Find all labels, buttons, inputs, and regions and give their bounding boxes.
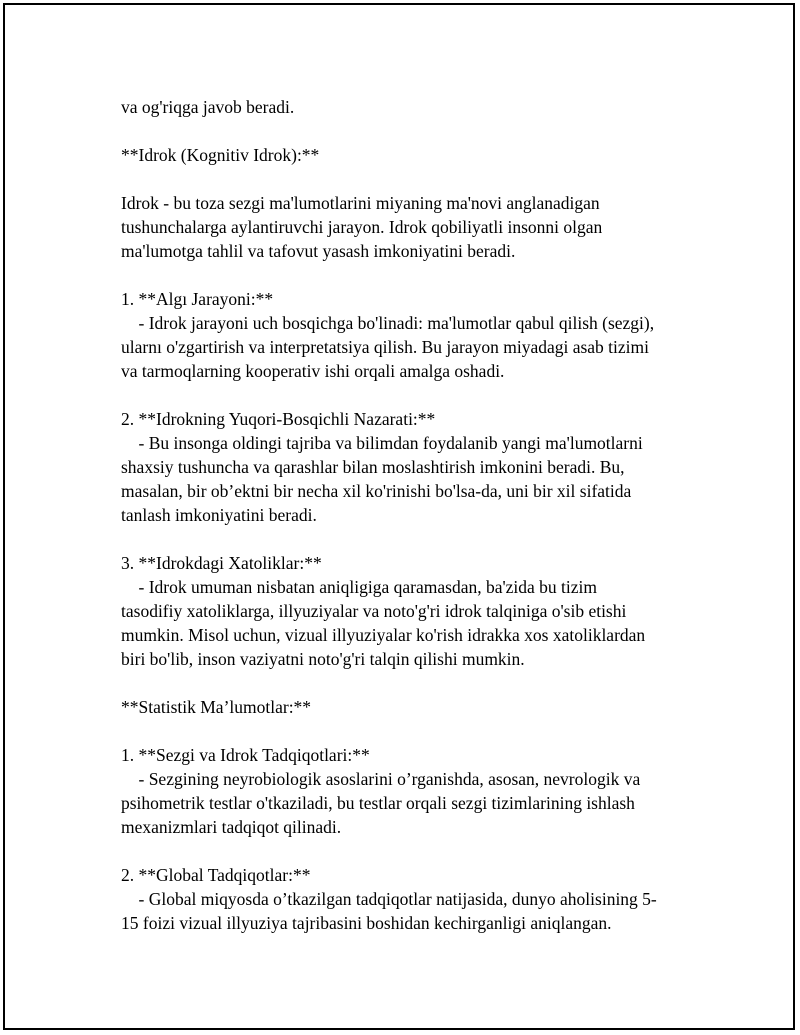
text-line: masalan, bir ob’ektni bir necha xil ko'rinishi bo'lsa-da, uni bir xil sifatida bbox=[121, 481, 632, 501]
text-line: tasodifiy xatoliklarga, illyuziyalar va noto'g'ri idrok talqiniga o'sib etishi bbox=[121, 601, 627, 621]
list-item-heading: 3. **Idrokdagi Xatoliklar:** bbox=[121, 553, 322, 573]
section-heading: **Statistik Ma’lumotlar:** bbox=[121, 697, 312, 717]
text-line: Idrok - bu toza sezgi ma'lumotlarini miyaning ma'novi anglanadigan bbox=[121, 193, 600, 213]
list-item-heading: 1. **Sezgi va Idrok Tadqiqotlari:** bbox=[121, 745, 370, 765]
paragraph-gap bbox=[121, 167, 701, 191]
text-line: tushunchalarga aylantiruvchi jarayon. Idrok qobiliyatli insonni olgan bbox=[121, 217, 603, 237]
paragraph-gap bbox=[121, 263, 701, 287]
text-line: 15 foizi vizual illyuziya tajribasini boshidan kechirganligi aniqlangan. bbox=[121, 913, 612, 933]
text-line: ularnı o'zgartirish va interpretatsiya qilish. Bu jarayon miyadagi asab tizimi bbox=[121, 337, 650, 357]
paragraph-gap bbox=[121, 719, 701, 743]
paragraph-gap bbox=[121, 671, 701, 695]
paragraph-gap bbox=[121, 383, 701, 407]
text-line: - Bu insonga oldingi tajriba va bilimdan foydalanib yangi ma'lumotlarni bbox=[121, 433, 643, 453]
paragraph-gap bbox=[121, 839, 701, 863]
text-line: - Idrok jarayoni uch bosqichga bo'linadi: ma'lumotlar qabul qilish (sezgi), bbox=[121, 313, 655, 333]
text-line: - Idrok umuman nisbatan aniqligiga qaramasdan, ba'zida bu tizim bbox=[121, 577, 598, 597]
section-heading: **Idrok (Kognitiv Idrok):** bbox=[121, 145, 320, 165]
list-item-heading: 1. **Algı Jarayoni:** bbox=[121, 289, 274, 309]
document-body bbox=[121, 95, 701, 935]
text-line: - Sezgining neyrobiologik asoslarini o’rganishda, asosan, nevrologik va bbox=[121, 769, 641, 789]
text-line: biri bo'lib, inson vaziyatni noto'g'ri talqin qilishi mumkin. bbox=[121, 649, 525, 669]
text-line: va tarmoqlarning kooperativ ishi orqali amalga oshadi. bbox=[121, 361, 505, 381]
document-page bbox=[3, 3, 795, 1030]
text-line: va og'riqga javob beradi. bbox=[121, 97, 295, 117]
text-line: mumkin. Misol uchun, vizual illyuziyalar ko'rish idrakka xos xatoliklardan bbox=[121, 625, 646, 645]
text-line: shaxsiy tushuncha va qarashlar bilan moslashtirish imkonini beradi. Bu, bbox=[121, 457, 625, 477]
list-item-heading: 2. **Global Tadqiqotlar:** bbox=[121, 865, 311, 885]
paragraph-gap bbox=[121, 527, 701, 551]
text-line: ma'lumotga tahlil va tafovut yasash imkoniyatini beradi. bbox=[121, 241, 516, 261]
text-line: tanlash imkoniyatini beradi. bbox=[121, 505, 317, 525]
text-line: - Global miqyosda o’tkazilgan tadqiqotlar natijasida, dunyo aholisining 5- bbox=[121, 889, 657, 909]
text-line: mexanizmlari tadqiqot qilinadi. bbox=[121, 817, 342, 837]
text-line: psihometrik testlar o'tkaziladi, bu testlar orqali sezgi tizimlarining ishlash bbox=[121, 793, 635, 813]
paragraph-gap bbox=[121, 119, 701, 143]
list-item-heading: 2. **Idrokning Yuqori-Bosqichli Nazarati:** bbox=[121, 409, 436, 429]
